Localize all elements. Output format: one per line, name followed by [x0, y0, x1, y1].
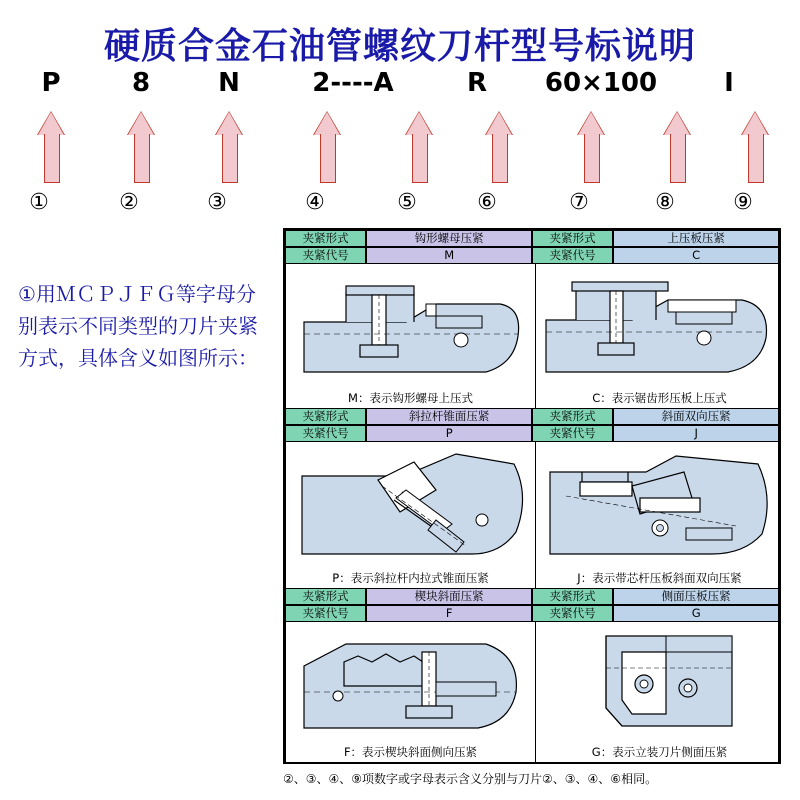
footer-note: ②、③、④、⑨项数字或字母表示含义分别与刀片②、③、④、⑥相同。: [283, 772, 658, 786]
code-segment-3: N: [218, 68, 240, 98]
pointer-arrow-7: [578, 112, 604, 182]
row3-header-line1: [285, 588, 779, 605]
code-segment-7: Ⅰ: [724, 68, 734, 98]
pointer-arrow-1: [38, 112, 64, 182]
code-segment-1: P: [41, 68, 61, 98]
pointer-arrow-3: [216, 112, 242, 182]
pointer-arrow-4: [314, 112, 340, 182]
r1-left-form-label: 夹紧形式: [285, 230, 366, 247]
table-row: [285, 408, 779, 588]
row3-header-line2: [285, 605, 779, 622]
row2-header-line2: [285, 425, 779, 442]
row1-header-line1: [285, 230, 779, 247]
r3-right-code-label: 夹紧代号: [532, 605, 613, 622]
r3-right-form-label: 夹紧形式: [532, 588, 613, 605]
page-title: 硬质合金石油管螺纹刀杆型号标说明: [103, 26, 696, 67]
marker-2: ②: [119, 190, 139, 215]
marker-1: ①: [29, 190, 49, 215]
pointer-arrow-9: [742, 112, 768, 182]
marker-8: ⑧: [655, 190, 675, 215]
r2-left-form-label: 夹紧形式: [285, 408, 366, 425]
r3-left-code-value: F: [366, 605, 532, 622]
figure-two-way-incline-clamp: [536, 442, 783, 588]
figure-wedge-side-clamp: [286, 622, 535, 762]
marker-3: ③: [207, 190, 227, 215]
figure-vertical-insert-side-clamp: [536, 622, 783, 762]
r2-right-code-label: 夹紧代号: [532, 425, 613, 442]
row2-figures: [285, 442, 779, 588]
code-segment-2: 8: [131, 68, 151, 98]
row1-right-caption: C：表示锯齿形压板上压式: [592, 391, 727, 405]
r3-right-code-value: G: [613, 605, 779, 622]
r2-left-code-value: P: [366, 425, 532, 442]
r3-left-code-label: 夹紧代号: [285, 605, 366, 622]
marker-9: ⑨: [733, 190, 753, 215]
table-row: [285, 588, 779, 762]
r2-right-form-label: 夹紧形式: [532, 408, 613, 425]
marker-6: ⑥: [477, 190, 497, 215]
marker-7: ⑦: [569, 190, 589, 215]
r1-right-form-value: 上压板压紧: [613, 230, 779, 247]
code-row: [0, 68, 800, 104]
pointer-arrow-6: [486, 112, 512, 182]
row1-left-caption: M：表示钩形螺母上压式: [348, 391, 473, 405]
r1-left-code-label: 夹紧代号: [285, 247, 366, 264]
row1-figures: [285, 264, 779, 408]
r2-left-code-label: 夹紧代号: [285, 425, 366, 442]
clamping-types-table: [283, 228, 781, 764]
row2-header-line1: [285, 408, 779, 425]
row3-left-caption: F：表示楔块斜面侧向压紧: [343, 745, 478, 759]
r3-right-form-value: 侧面压板压紧: [613, 588, 779, 605]
table-row: [285, 230, 779, 408]
r3-left-form-value: 楔块斜面压紧: [366, 588, 532, 605]
code-segment-5: R: [466, 68, 488, 98]
explanation-note: ①用ＭＣＰＪＦＧ等字母分别表示不同类型的刀片夹紧方式，具体含义如图所示：: [18, 282, 258, 370]
pointer-arrow-8: [664, 112, 690, 182]
row1-header-line2: [285, 247, 779, 264]
marker-5: ⑤: [397, 190, 417, 215]
figure-top-plate-clamp: [536, 264, 783, 408]
r2-left-form-value: 斜拉杆锥面压紧: [366, 408, 532, 425]
marker-4: ④: [305, 190, 325, 215]
r2-right-form-value: 斜面双向压紧: [613, 408, 779, 425]
row3-right-caption: G：表示立装刀片侧面压紧: [591, 745, 728, 759]
r2-right-code-value: J: [613, 425, 779, 442]
row3-figures: [285, 622, 779, 762]
r1-right-code-label: 夹紧代号: [532, 247, 613, 264]
code-segment-4: 2----A: [312, 68, 394, 98]
r3-left-form-label: 夹紧形式: [285, 588, 366, 605]
r1-right-code-value: C: [613, 247, 779, 264]
r1-left-code-value: M: [366, 247, 532, 264]
row2-right-caption: J：表示带芯杆压板斜面双向压紧: [577, 571, 742, 585]
row2-left-caption: P：表示斜拉杆内拉式锥面压紧: [332, 571, 489, 585]
figure-hook-nut-clamp: [286, 264, 535, 408]
pointer-arrow-5: [406, 112, 432, 182]
code-segment-6: 60×100: [544, 68, 658, 98]
figure-pull-rod-cone-clamp: [286, 442, 535, 588]
r1-left-form-value: 钩形螺母压紧: [366, 230, 532, 247]
pointer-arrow-2: [128, 112, 154, 182]
r1-right-form-label: 夹紧形式: [532, 230, 613, 247]
